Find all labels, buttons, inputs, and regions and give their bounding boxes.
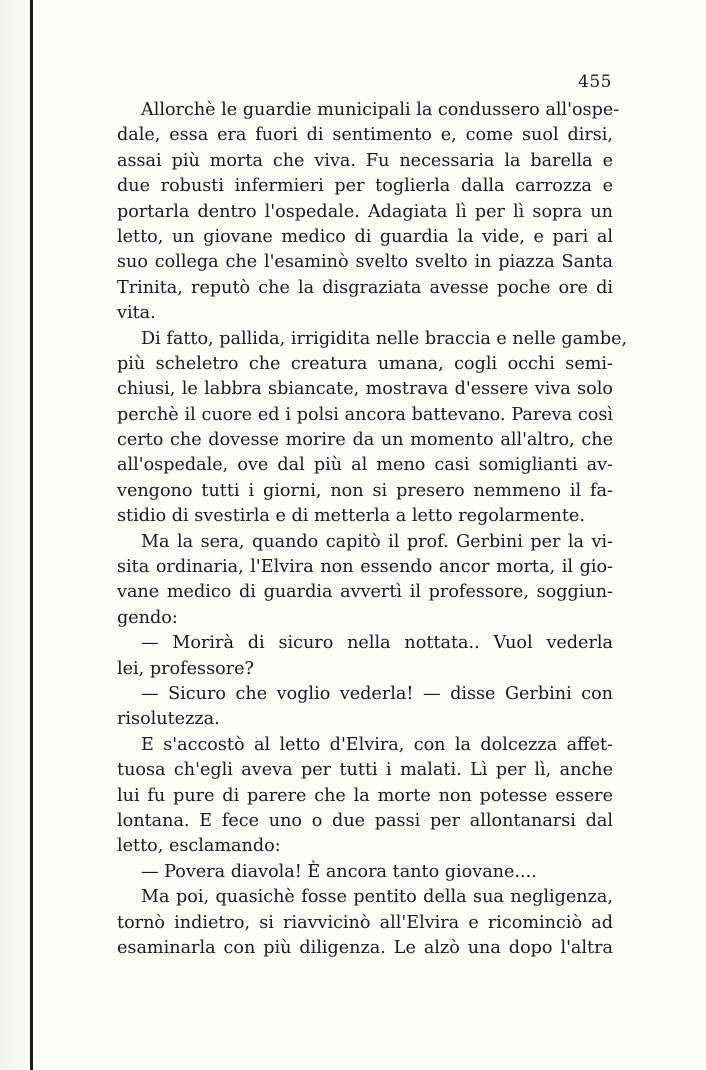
text-line: Allorchè le guardie municipali la condussero all'ospe- [141,100,620,120]
binding-edge [30,0,33,1070]
text-line: due robusti infermieri per toglierla dalla carrozza e [117,176,613,197]
text-line: suo collega che l'esaminò svelto svelto in piazza Santa [117,252,613,273]
text-line: stidio di svestirla e di metterla a letto regolarmente. [117,506,585,527]
text-line: risolutezza. [117,709,220,730]
text-line: perchè il cuore ed i polsi ancora battevano. Pareva così [117,404,613,425]
text-line: vita. [117,303,156,324]
text-line: dale, essa era fuori di sentimento e, come suol dirsi, [117,125,613,146]
text-line: vengono tutti i giorni, non si presero nemmeno il fa- [117,480,613,501]
text-line: lui fu pure di parere che la morte non potesse essere [117,785,613,806]
body-text [117,98,628,961]
page-number: 455 [578,72,612,92]
text-line: esaminarla con più diligenza. Le alzò una dopo l'altra [117,937,613,958]
text-line: sita ordinaria, l'Elvira non essendo ancor morta, il gio- [117,557,613,578]
text-line: più scheletro che creatura umana, cogli occhi semi- [117,353,613,374]
text-line: vane medico di guardia avvertì il professore, soggiun- [117,582,613,603]
text-line: Ma poi, quasichè fosse pentito della sua negligenza, [141,887,613,908]
text-line: tornò indietro, si riavvicinò all'Elvira e ricominciò ad [117,912,613,933]
text-line: E s'accostò al letto d'Elvira, con la dolcezza affet- [141,734,613,755]
text-line: certo che dovesse morire da un momento all'altro, che [117,430,613,451]
text-line: Di fatto, pallida, irrigidita nelle braccia e nelle gambe, [141,328,628,349]
gutter-shadow [0,0,30,1070]
text-line: assai più morta che viva. Fu necessaria la barella e [117,150,613,171]
text-line: letto, un giovane medico di guardia la vide, e pari al [117,226,613,247]
text-line: — Morirà di sicuro nella nottata.. Vuol vederla [141,633,613,654]
text-line: Trinita, reputò che la disgraziata avesse poche ore di [117,277,613,298]
text-line: all'ospedale, ove dal più al meno casi somiglianti av- [117,455,613,476]
text-line: lontana. E fece uno o due passi per allontanarsi dal [117,810,613,831]
text-line: tuosa ch'egli aveva per tutti i malati. Lì per lì, anche [117,760,613,781]
text-line: Ma la sera, quando capitò il prof. Gerbini per la vi- [141,531,613,552]
text-line: letto, esclamando: [117,836,281,857]
text-line: chiusi, le labbra sbiancate, mostrava d'essere viva solo [117,379,613,400]
text-line: portarla dentro l'ospedale. Adagiata lì per lì sopra un [117,201,613,222]
text-line: — Povera diavola! È ancora tanto giovane.... [141,861,537,882]
text-line: gendo: [117,607,178,628]
text-line: — Sicuro che voglio vederla! — disse Gerbini con [141,683,613,704]
text-line: lei, professore? [117,658,254,679]
